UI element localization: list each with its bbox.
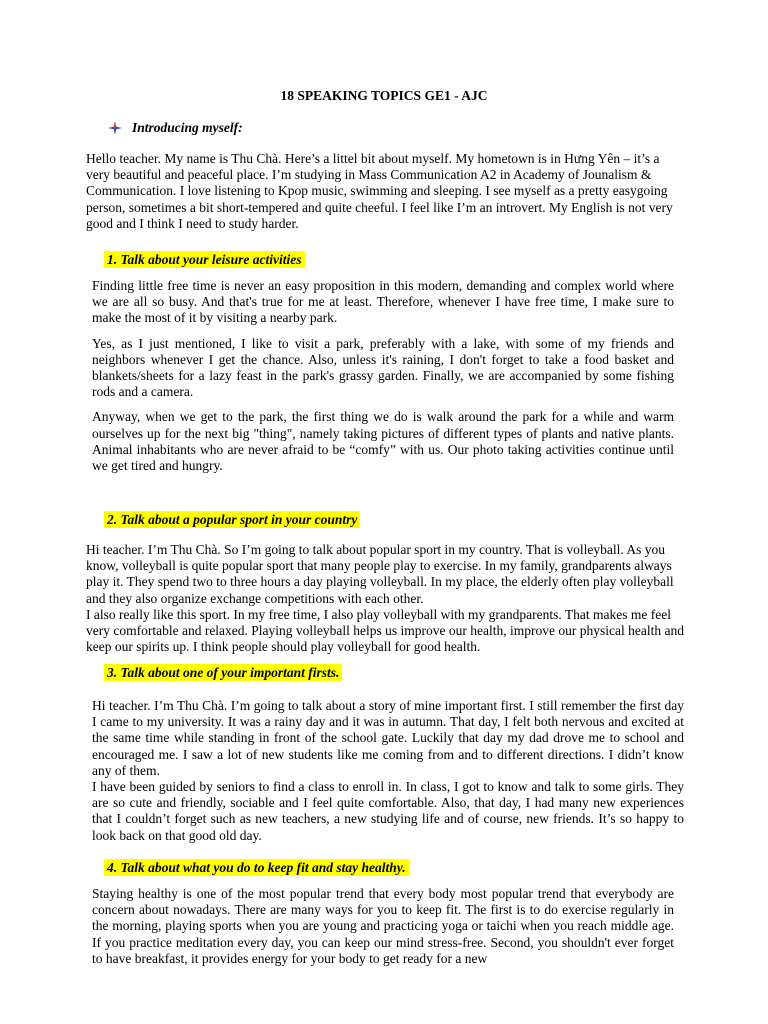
section-4-paragraph-1: Staying healthy is one of the most popular trend that every body most popular trend that everybody are concern about nowadays. There are many ways for you to keep fit. The first is to do exercise regularly in the morning, playing sports when you are young and practicing yoga or taichi when you reach middle age. If you practice meditation every day, you can keep our mind stress-free. Second, you shouldn't ever forget to have breakfast, it provides energy for your body to get ready for a new [92,886,674,966]
section-3-paragraph-2: I have been guided by seniors to find a class to enroll in. In class, I got to know and talk to some girls. They are so cute and friendly, sociable and I feel quite comfortable. Also, that day, I had many new experiences that I couldn’t forget such as new teachers, a new studying life and of course, new friends. It’s so happy to look back on that good old day. [92,779,684,843]
intro-paragraph: Hello teacher. My name is Thu Chà. Here’s a littel bit about myself. My hometown is in Hưng Yên – it’s a very beautiful and peaceful place. I’m studying in Mass Communication A2 in Academy of Jounalism & Communication. I love listening to Kpop music, swimming and sleeping. I see myself as a pretty easygoing person, sometimes a bit short-tempered and quite cheeful. I feel like I’m an introvert. My English is not very good and I think I need to study harder. [86,151,673,231]
section-4-heading: 4. Talk about what you do to keep fit and stay healthy. [104,859,409,876]
section-3-heading: 3. Talk about one of your important firsts. [104,664,342,681]
section-2-heading: 2. Talk about a popular sport in your country [104,511,360,528]
section-2-paragraph-2: I also really like this sport. In my free time, I also play volleyball with my grandparents. That makes me feel very comfortable and relaxed. Playing volleyball helps us improve our health, improve our physical health and keep our spirits up. I think people should play volleyball for good health. [86,606,684,655]
section-2-body [86,542,686,655]
section-1-paragraph-3: Anyway, when we get to the park, the first thing we do is walk around the park for a while and warm ourselves up for the next big "thing", namely taking pictures of different types of plants and native plants. Animal inhabitants who are never afraid to be “comfy” with us. Our photo taking activities continue until we get tired and hungry. [92,409,674,474]
section-3-body [92,698,684,844]
section-4-body [92,886,674,967]
section-3-paragraph-1: Hi teacher. I’m Thu Chà. I’m going to talk about a story of mine important first. I still remember the first day I came to my university. It was a rainy day and it was in autumn. That day, I felt both nervous and excited at the same time while standing in front of the school gate. Luckily that day my dad drove me to school and encouraged me. I saw a lot of new students like me coming from and to different directions. I didn’t know any of them. [92,698,684,778]
section-1-paragraph-1: Finding little free time is never an easy proposition in this modern, demanding and complex world where we are all so busy. And that's true for me at least. Therefore, whenever I have free time, I make sure to make the most of it by visiting a nearby park. [92,278,674,326]
section-1-heading: 1. Talk about your leisure activities [104,251,305,268]
compass-star-bullet-icon [108,121,122,135]
intro-heading-text: Introducing myself: [132,120,243,135]
intro-paragraph-block [86,151,686,232]
section-1-body [92,278,674,474]
intro-heading [108,120,243,136]
section-2-paragraph-1: Hi teacher. I’m Thu Chà. So I’m going to talk about popular sport in my country. That is volleyball. As you know, volleyball is quite popular sport that many people play to exercise. In my family, grandparents always play it. They spend two to three hours a day playing volleyball. In my place, the elderly often play volleyball and they also organize exchange competitions with each other. [86,542,674,606]
section-1-paragraph-2: Yes, as I just mentioned, I like to visit a park, preferably with a lake, with some of my friends and neighbors whenever I get the chance. Also, unless it's raining, I don't forget to take a food basket and blankets/sheets for a lazy feast in the park's grassy garden. Finally, we are accompanied by some fishing rods and a camera. [92,335,674,400]
document-title: 18 SPEAKING TOPICS GE1 - AJC [280,88,488,103]
